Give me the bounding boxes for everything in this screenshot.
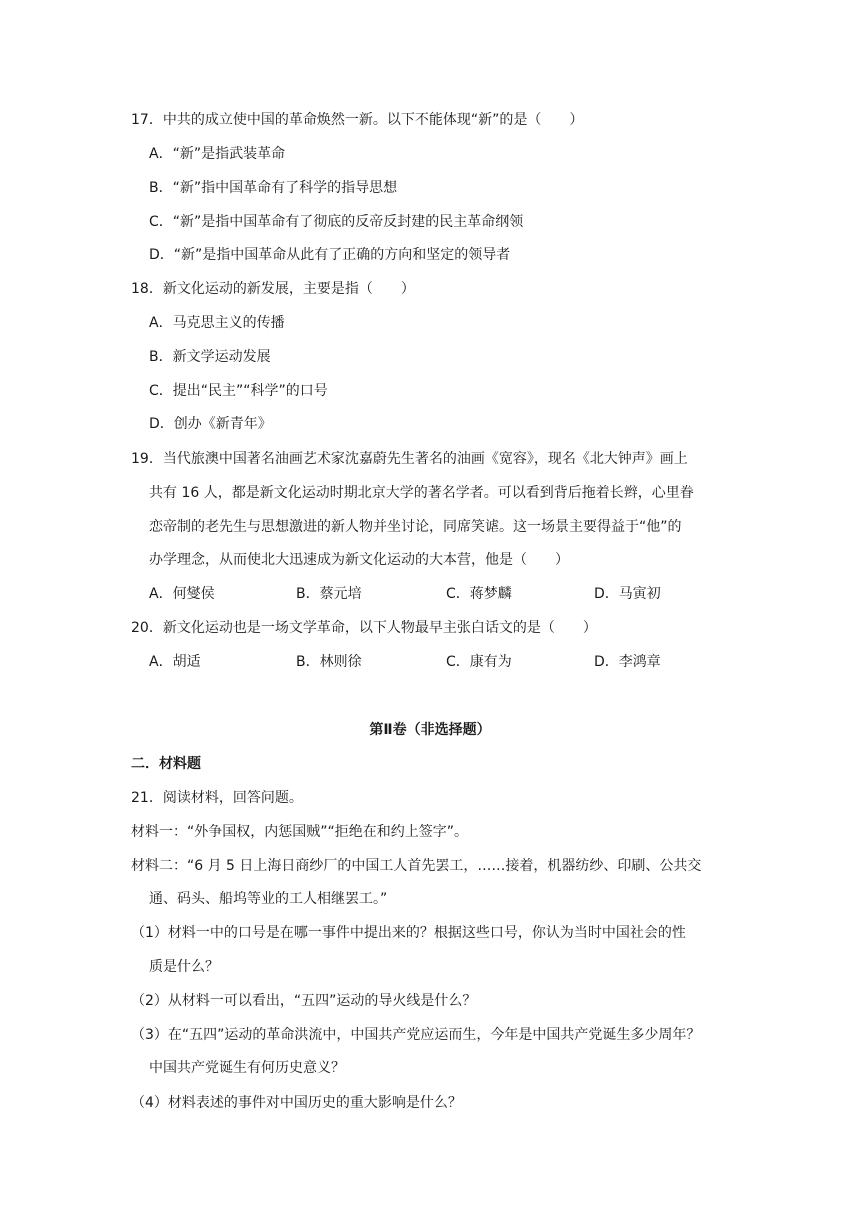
q19-option-d: D．马寅初 xyxy=(594,586,661,602)
q18-option-b: B．新文学运动发展 xyxy=(149,349,271,365)
q19-option-a: A．何燮侯 xyxy=(149,586,215,602)
q17-option-a: A．“新”是指武装革命 xyxy=(149,146,286,162)
part2-title: 第Ⅱ卷（非选择题） xyxy=(369,722,491,738)
q21-sub1-line-1: （1）材料一中的口号是在哪一事件中提出来的？根据这些口号，你认为当时中国社会的性 xyxy=(131,925,686,941)
q21-sub1-line-2: 质是什么？ xyxy=(149,959,219,975)
q20-option-a: A．胡适 xyxy=(149,654,201,670)
q21-sub4: （4）材料表述的事件对中国历史的重大影响是什么？ xyxy=(131,1095,462,1111)
q21-sub3-line-2: 中国共产党诞生有何历史意义？ xyxy=(149,1060,345,1076)
q17-option-c: C．“新”是指中国革命有了彻底的反帝反封建的民主革命纲领 xyxy=(149,214,524,230)
q20-stem: 20．新文化运动也是一场文学革命，以下人物最早主张白话文的是（ ） xyxy=(131,620,597,636)
q17-option-d: D．“新”是指中国革命从此有了正确的方向和坚定的领导者 xyxy=(149,247,511,263)
q21-material-2-line-1: 材料二：“6 月 5 日上海日商纱厂的中国工人首先罢工，……接着，机器纺纱、印刷、公共交 xyxy=(131,858,702,874)
q21-material-2-line-2: 通、码头、船坞等业的工人相继罢工。” xyxy=(149,891,388,907)
q19-stem-line-3: 恋帝制的老先生与思想激进的新人物并坐讨论，同席笑谑。这一场景主要得益于“他”的 xyxy=(149,519,682,535)
q19-stem-line-2: 共有 16 人，都是新文化运动时期北京大学的著名学者。可以看到背后拖着长辫，心里眷 xyxy=(149,485,694,501)
q21-sub3-line-1: （3）在“五四”运动的革命洪流中，中国共产党应运而生，今年是中国共产党诞生多少周年？ xyxy=(131,1027,701,1043)
q17-option-b: B．“新”指中国革命有了科学的指导思想 xyxy=(149,180,398,196)
q18-option-c: C．提出“民主”“科学”的口号 xyxy=(149,383,328,399)
q18-option-a: A．马克思主义的传播 xyxy=(149,315,285,331)
q19-option-c: C．蒋梦麟 xyxy=(446,586,512,602)
q21-sub2: （2）从材料一可以看出，“五四”运动的导火线是什么？ xyxy=(131,993,477,1009)
q21-material-1: 材料一：“外争国权，内惩国贼”“拒绝在和约上签字”。 xyxy=(131,824,469,840)
q20-option-d: D．李鸿章 xyxy=(594,654,661,670)
q19-stem-line-1: 19．当代旅澳中国著名油画艺术家沈嘉蔚先生著名的油画《宽容》，现名《北大钟声》画上 xyxy=(131,451,688,467)
q17-stem: 17．中共的成立使中国的革命焕然一新。以下不能体现“新”的是（ ） xyxy=(131,112,584,128)
q19-option-b: B．蔡元培 xyxy=(296,586,362,602)
q18-stem: 18．新文化运动的新发展，主要是指（ ） xyxy=(131,281,415,297)
q18-option-d: D．创办《新青年》 xyxy=(149,416,272,432)
q21-stem: 21．阅读材料，回答问题。 xyxy=(131,790,303,806)
q19-stem-line-4: 办学理念，从而使北大迅速成为新文化运动的大本营，他是（ ） xyxy=(149,552,569,568)
q20-option-c: C．康有为 xyxy=(446,654,512,670)
q20-option-b: B．林则徐 xyxy=(296,654,362,670)
section-heading: 二．材料题 xyxy=(131,756,201,772)
